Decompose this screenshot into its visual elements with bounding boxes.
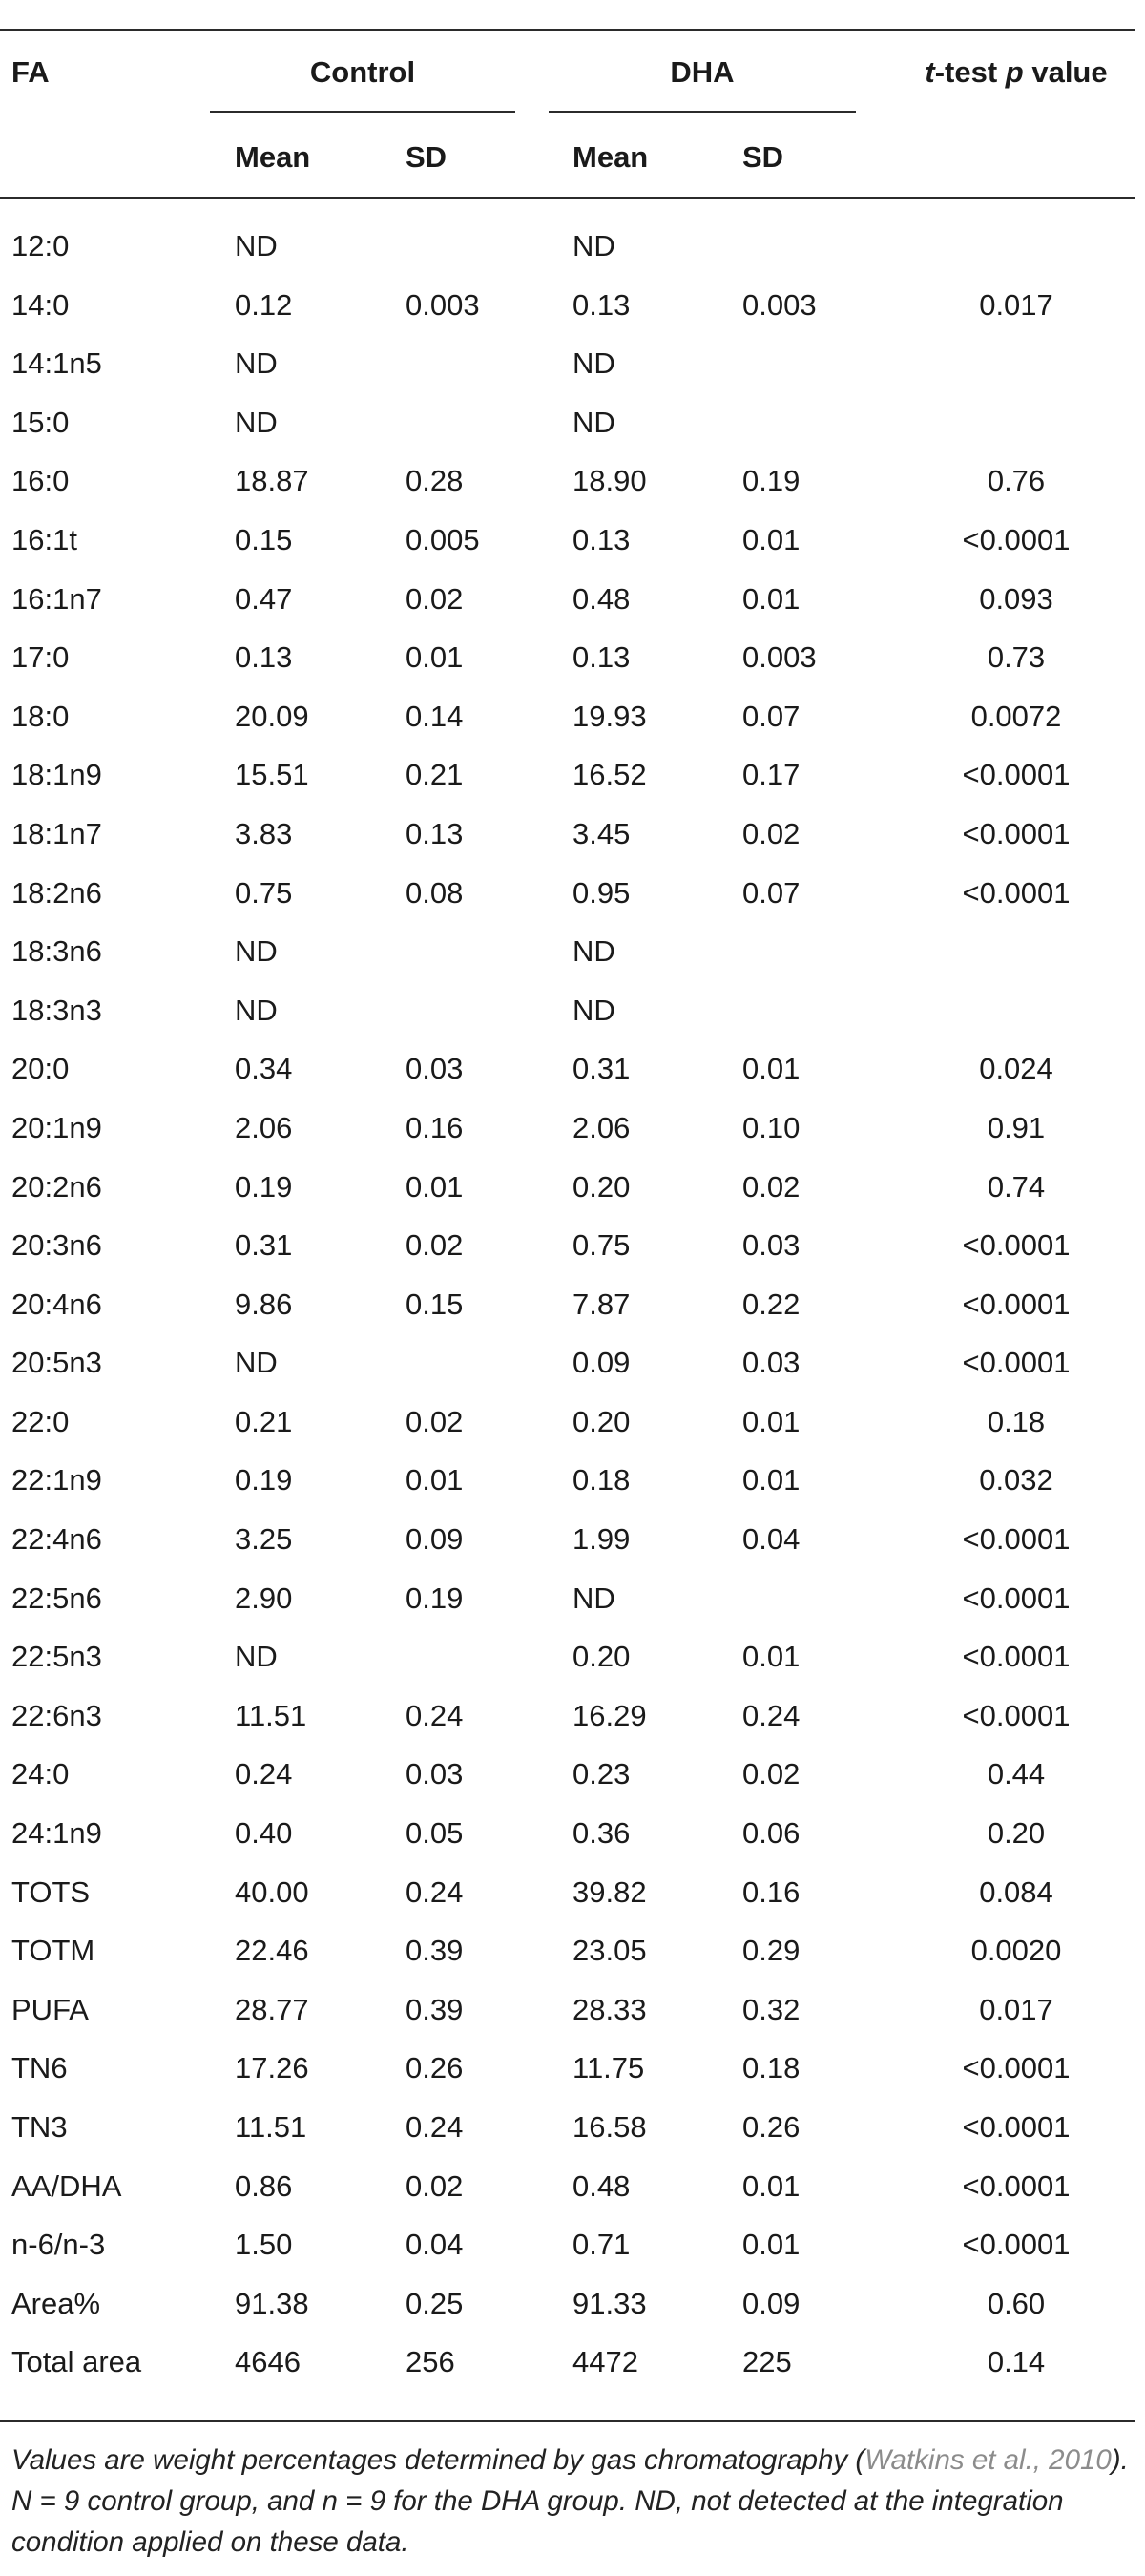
table-row — [0, 1866, 1145, 1925]
cell-dha-mean: ND — [572, 934, 615, 969]
cell-dha-mean: 0.31 — [572, 1052, 631, 1086]
cell-p-value: 0.20 — [987, 1816, 1046, 1851]
cell-p-value: 0.76 — [987, 464, 1046, 498]
cell-fa: 18:3n3 — [11, 993, 102, 1027]
cell-control-mean: 40.00 — [235, 1874, 309, 1909]
cell-p-value: 0.017 — [979, 287, 1053, 322]
cell-control-sd: 0.02 — [406, 1228, 464, 1263]
cell-control-sd: 0.25 — [406, 2286, 464, 2320]
table-header-rule — [0, 197, 1135, 199]
cell-dha-sd: 0.01 — [742, 581, 801, 616]
header-ttest-rest: -test — [934, 55, 1006, 89]
table-row — [0, 748, 1145, 807]
cell-dha-mean: 19.93 — [572, 699, 647, 733]
table-top-rule — [0, 29, 1135, 31]
cell-control-sd: 0.39 — [406, 1992, 464, 2026]
table-row — [0, 2042, 1145, 2101]
cell-control-sd: 0.14 — [406, 699, 464, 733]
cell-fa: 18:1n9 — [11, 758, 102, 792]
footnote-n-dha: n — [322, 2485, 338, 2517]
cell-control-mean: 20.09 — [235, 699, 309, 733]
cell-control-mean: 17.26 — [235, 2051, 309, 2085]
cell-control-sd: 0.04 — [406, 2228, 464, 2262]
header-ttest-p: p — [1005, 55, 1024, 89]
cell-fa: 12:0 — [11, 229, 70, 262]
table-row — [0, 1454, 1145, 1513]
cell-control-sd: 0.02 — [406, 581, 464, 616]
cell-p-value: 0.14 — [987, 2345, 1046, 2379]
cell-p-value: <0.0001 — [962, 758, 1071, 792]
cell-fa: 16:0 — [11, 464, 70, 498]
cell-dha-sd: 0.01 — [742, 2168, 801, 2203]
cell-control-sd: 0.02 — [406, 2168, 464, 2203]
cell-control-mean: 0.31 — [235, 1228, 293, 1263]
cell-control-mean: 0.19 — [235, 1463, 293, 1497]
cell-control-sd: 0.24 — [406, 1874, 464, 1909]
cell-fa: TN3 — [11, 2110, 68, 2144]
cell-p-value: <0.0001 — [962, 1698, 1071, 1732]
cell-dha-sd: 0.29 — [742, 1934, 801, 1968]
cell-fa: PUFA — [11, 1992, 89, 2026]
cell-dha-mean: 0.23 — [572, 1757, 631, 1791]
cell-fa: 18:3n6 — [11, 934, 102, 969]
cell-control-sd: 0.01 — [406, 1463, 464, 1497]
table-row — [0, 690, 1145, 749]
cell-control-mean: 28.77 — [235, 1992, 309, 2026]
cell-p-value: <0.0001 — [962, 522, 1071, 556]
table-row — [0, 807, 1145, 867]
cell-dha-sd: 0.26 — [742, 2110, 801, 2144]
cell-fa: Total area — [11, 2345, 142, 2379]
table-row — [0, 1630, 1145, 1689]
cell-dha-mean: 0.48 — [572, 2168, 631, 2203]
cell-fa: 22:0 — [11, 1404, 70, 1438]
table-row — [0, 1395, 1145, 1455]
cell-control-mean: 0.13 — [235, 640, 293, 675]
cell-dha-mean: 16.58 — [572, 2110, 647, 2144]
cell-control-mean: 1.50 — [235, 2228, 293, 2262]
cell-p-value: <0.0001 — [962, 816, 1071, 850]
cell-control-sd: 0.19 — [406, 1581, 464, 1615]
cell-control-mean: ND — [235, 993, 278, 1027]
footnote-text-1: Values are weight percentages determined by gas chromatography ( — [11, 2444, 865, 2476]
table-row — [0, 1278, 1145, 1337]
cell-dha-sd: 0.17 — [742, 758, 801, 792]
cell-control-mean: ND — [235, 405, 278, 439]
table-row — [0, 1748, 1145, 1807]
table-row — [0, 2218, 1145, 2277]
cell-fa: 14:0 — [11, 287, 70, 322]
cell-p-value: 0.60 — [987, 2286, 1046, 2320]
cell-fa: 22:5n6 — [11, 1581, 102, 1615]
cell-control-sd: 0.24 — [406, 2110, 464, 2144]
cell-p-value: 0.093 — [979, 581, 1053, 616]
cell-p-value: <0.0001 — [962, 1287, 1071, 1321]
table-row — [0, 1042, 1145, 1101]
cell-control-sd: 0.03 — [406, 1757, 464, 1791]
cell-control-mean: ND — [235, 346, 278, 381]
cell-dha-sd: 0.09 — [742, 2286, 801, 2320]
table-body — [0, 220, 1145, 2395]
cell-control-sd: 0.005 — [406, 522, 480, 556]
cell-control-mean: 0.47 — [235, 581, 293, 616]
header-control-sd: SD — [406, 140, 448, 174]
cell-control-mean: 0.24 — [235, 1757, 293, 1791]
cell-control-sd: 0.02 — [406, 1404, 464, 1438]
cell-p-value: 0.91 — [987, 1110, 1046, 1144]
header-ttest-value: value — [1023, 55, 1108, 89]
cell-fa: 16:1t — [11, 522, 77, 556]
cell-control-mean: 22.46 — [235, 1934, 309, 1968]
cell-fa: 20:1n9 — [11, 1110, 102, 1144]
table-row — [0, 1336, 1145, 1395]
cell-dha-mean: 23.05 — [572, 1934, 647, 1968]
header-fa: FA — [11, 55, 50, 89]
cell-control-mean: ND — [235, 1346, 278, 1380]
cell-control-mean: 0.19 — [235, 1169, 293, 1204]
cell-dha-sd: 0.003 — [742, 640, 817, 675]
cell-dha-sd: 0.01 — [742, 1052, 801, 1086]
table-row — [0, 1924, 1145, 1983]
cell-fa: 17:0 — [11, 640, 70, 675]
cell-dha-mean: 0.20 — [572, 1404, 631, 1438]
cell-dha-mean: 0.13 — [572, 640, 631, 675]
cell-dha-mean: 7.87 — [572, 1287, 631, 1321]
cell-dha-mean: ND — [572, 229, 615, 262]
cell-fa: 18:0 — [11, 699, 70, 733]
cell-p-value: 0.0072 — [970, 699, 1062, 733]
cell-p-value: <0.0001 — [962, 1581, 1071, 1615]
table-row — [0, 631, 1145, 690]
table-row — [0, 454, 1145, 513]
cell-dha-mean: 0.09 — [572, 1346, 631, 1380]
cell-control-mean: 0.34 — [235, 1052, 293, 1086]
header-ttest-t: t — [925, 55, 935, 89]
cell-fa: 18:1n7 — [11, 816, 102, 850]
cell-fa: AA/DHA — [11, 2168, 122, 2203]
cell-control-mean: 11.51 — [235, 1698, 307, 1732]
control-group-rule — [210, 111, 515, 113]
cell-dha-mean: 3.45 — [572, 816, 631, 850]
cell-control-sd: 0.39 — [406, 1934, 464, 1968]
cell-dha-mean: 39.82 — [572, 1874, 647, 1909]
cell-fa: 18:2n6 — [11, 875, 102, 910]
cell-dha-mean: ND — [572, 1581, 615, 1615]
cell-control-mean: 0.12 — [235, 287, 293, 322]
cell-dha-sd: 0.16 — [742, 1874, 801, 1909]
table-row — [0, 513, 1145, 573]
footnote-reference-link[interactable]: Watkins et al., 2010 — [864, 2444, 1112, 2476]
cell-control-mean: 0.21 — [235, 1404, 293, 1438]
footnote-text-2: ). — [1111, 2444, 1129, 2476]
cell-control-mean: 3.83 — [235, 816, 293, 850]
cell-dha-mean: ND — [572, 346, 615, 381]
cell-dha-mean: 0.48 — [572, 581, 631, 616]
header-ttest — [897, 53, 1135, 92]
cell-dha-sd: 0.18 — [742, 2051, 801, 2085]
cell-fa: 22:5n3 — [11, 1640, 102, 1674]
footnote-text-3: = 9 control group, and — [31, 2485, 323, 2517]
cell-p-value: <0.0001 — [962, 2110, 1071, 2144]
cell-dha-mean: 0.13 — [572, 522, 631, 556]
cell-dha-mean: 0.20 — [572, 1169, 631, 1204]
cell-p-value: <0.0001 — [962, 2168, 1071, 2203]
cell-control-sd: 0.003 — [406, 287, 480, 322]
cell-dha-mean: 4472 — [572, 2345, 638, 2379]
header-control-mean: Mean — [235, 140, 311, 174]
table-row — [0, 1572, 1145, 1631]
table-row — [0, 867, 1145, 926]
table-row — [0, 1807, 1145, 1866]
cell-control-sd: 0.28 — [406, 464, 464, 498]
cell-fa: 20:2n6 — [11, 1169, 102, 1204]
cell-dha-sd: 0.01 — [742, 1404, 801, 1438]
cell-control-sd: 0.26 — [406, 2051, 464, 2085]
table-row — [0, 984, 1145, 1043]
table-row — [0, 1689, 1145, 1749]
cell-fa: Area% — [11, 2286, 101, 2320]
cell-dha-sd: 0.32 — [742, 1992, 801, 2026]
cell-control-mean: 0.86 — [235, 2168, 293, 2203]
cell-fa: 22:6n3 — [11, 1698, 102, 1732]
cell-control-sd: 0.05 — [406, 1816, 464, 1851]
cell-control-mean: 0.75 — [235, 875, 293, 910]
cell-dha-sd: 0.22 — [742, 1287, 801, 1321]
cell-control-sd: 0.01 — [406, 1169, 464, 1204]
cell-dha-mean: ND — [572, 405, 615, 439]
cell-fa: TN6 — [11, 2051, 68, 2085]
cell-control-sd: 0.13 — [406, 816, 464, 850]
table-row — [0, 279, 1145, 338]
footnote-text-4: = 9 for the DHA group. ND, not detected at the integration condition applied on these data. — [11, 2485, 1064, 2558]
cell-control-mean: 9.86 — [235, 1287, 293, 1321]
cell-dha-sd: 0.24 — [742, 1698, 801, 1732]
cell-dha-mean: 0.18 — [572, 1463, 631, 1497]
cell-dha-mean: 91.33 — [572, 2286, 647, 2320]
cell-p-value: 0.73 — [987, 640, 1046, 675]
cell-control-mean: ND — [235, 229, 278, 262]
cell-p-value: 0.18 — [987, 1404, 1046, 1438]
cell-fa: 20:5n3 — [11, 1346, 102, 1380]
cell-control-mean: 4646 — [235, 2345, 301, 2379]
cell-control-sd: 0.09 — [406, 1522, 464, 1557]
cell-dha-sd: 0.01 — [742, 522, 801, 556]
cell-dha-sd: 0.01 — [742, 2228, 801, 2262]
table-row — [0, 220, 1145, 279]
table-footnote — [11, 2440, 1133, 2563]
cell-fa: 22:1n9 — [11, 1463, 102, 1497]
table-row — [0, 1161, 1145, 1220]
cell-fa: 15:0 — [11, 405, 70, 439]
table-bottom-rule — [0, 2420, 1135, 2422]
cell-dha-sd: 0.07 — [742, 875, 801, 910]
cell-control-sd: 0.03 — [406, 1052, 464, 1086]
cell-dha-sd: 0.01 — [742, 1640, 801, 1674]
cell-fa: TOTM — [11, 1934, 95, 1968]
cell-dha-mean: 0.20 — [572, 1640, 631, 1674]
cell-dha-sd: 0.19 — [742, 464, 801, 498]
table-row — [0, 2335, 1145, 2395]
table-row — [0, 1513, 1145, 1572]
cell-p-value: <0.0001 — [962, 2228, 1071, 2262]
cell-dha-mean: 16.52 — [572, 758, 647, 792]
header-control: Control — [309, 55, 416, 89]
table-row — [0, 2101, 1145, 2160]
table-row — [0, 2277, 1145, 2336]
cell-dha-sd: 0.04 — [742, 1522, 801, 1557]
cell-dha-sd: 0.03 — [742, 1346, 801, 1380]
cell-dha-mean: ND — [572, 993, 615, 1027]
cell-fa: 20:4n6 — [11, 1287, 102, 1321]
cell-dha-sd: 0.02 — [742, 1757, 801, 1791]
cell-fa: 24:1n9 — [11, 1816, 102, 1851]
cell-fa: 24:0 — [11, 1757, 70, 1791]
cell-p-value: <0.0001 — [962, 1346, 1071, 1380]
cell-control-mean: 11.51 — [235, 2110, 307, 2144]
cell-p-value: 0.032 — [979, 1463, 1053, 1497]
header-dha-mean: Mean — [572, 140, 649, 174]
cell-control-mean: ND — [235, 1640, 278, 1674]
cell-dha-mean: 0.71 — [572, 2228, 631, 2262]
cell-p-value: <0.0001 — [962, 1228, 1071, 1263]
cell-p-value: <0.0001 — [962, 1522, 1071, 1557]
cell-p-value: 0.44 — [987, 1757, 1046, 1791]
cell-fa: 20:3n6 — [11, 1228, 102, 1263]
cell-fa: 22:4n6 — [11, 1522, 102, 1557]
cell-p-value: 0.017 — [979, 1992, 1053, 2026]
cell-control-mean: 15.51 — [235, 758, 309, 792]
cell-control-sd: 0.16 — [406, 1110, 464, 1144]
cell-dha-sd: 0.03 — [742, 1228, 801, 1263]
table-row — [0, 2160, 1145, 2219]
cell-fa: n-6/n-3 — [11, 2228, 106, 2262]
cell-dha-sd: 0.02 — [742, 816, 801, 850]
cell-control-sd: 256 — [406, 2345, 455, 2379]
header-dha-sd: SD — [742, 140, 784, 174]
cell-dha-mean: 0.75 — [572, 1228, 631, 1263]
cell-dha-mean: 28.33 — [572, 1992, 647, 2026]
cell-p-value: 0.084 — [979, 1874, 1053, 1909]
header-dha: DHA — [670, 55, 735, 89]
cell-fa: 20:0 — [11, 1052, 70, 1086]
cell-dha-sd: 0.10 — [742, 1110, 801, 1144]
cell-dha-sd: 0.02 — [742, 1169, 801, 1204]
cell-dha-sd: 225 — [742, 2345, 792, 2379]
cell-control-mean: 0.15 — [235, 522, 293, 556]
cell-dha-mean: 16.29 — [572, 1698, 647, 1732]
cell-p-value: 0.74 — [987, 1169, 1046, 1204]
cell-control-sd: 0.01 — [406, 640, 464, 675]
cell-p-value: 0.024 — [979, 1052, 1053, 1086]
cell-dha-mean: 11.75 — [572, 2051, 645, 2085]
table-row — [0, 1219, 1145, 1278]
dha-group-rule — [549, 111, 856, 113]
cell-p-value: <0.0001 — [962, 2051, 1071, 2085]
cell-dha-mean: 0.95 — [572, 875, 631, 910]
cell-control-mean: 2.06 — [235, 1110, 293, 1144]
cell-dha-mean: 0.13 — [572, 287, 631, 322]
table-row — [0, 1983, 1145, 2042]
cell-fa: 14:1n5 — [11, 346, 102, 381]
table-row — [0, 573, 1145, 632]
table-row — [0, 396, 1145, 455]
table-row — [0, 337, 1145, 396]
cell-dha-sd: 0.01 — [742, 1463, 801, 1497]
cell-control-mean: 2.90 — [235, 1581, 293, 1615]
cell-dha-sd: 0.07 — [742, 699, 801, 733]
table-row — [0, 925, 1145, 984]
cell-dha-sd: 0.06 — [742, 1816, 801, 1851]
cell-dha-sd: 0.003 — [742, 287, 817, 322]
cell-control-sd: 0.15 — [406, 1287, 464, 1321]
cell-control-mean: 0.40 — [235, 1816, 293, 1851]
cell-control-sd: 0.24 — [406, 1698, 464, 1732]
cell-dha-mean: 18.90 — [572, 464, 647, 498]
cell-control-mean: 3.25 — [235, 1522, 293, 1557]
cell-control-sd: 0.08 — [406, 875, 464, 910]
cell-fa: 16:1n7 — [11, 581, 102, 616]
footnote-n-control: N — [11, 2485, 32, 2517]
cell-p-value: <0.0001 — [962, 1640, 1071, 1674]
cell-dha-mean: 1.99 — [572, 1522, 631, 1557]
cell-p-value: 0.0020 — [970, 1934, 1062, 1968]
cell-control-mean: 91.38 — [235, 2286, 309, 2320]
cell-control-mean: 18.87 — [235, 464, 309, 498]
cell-control-mean: ND — [235, 934, 278, 969]
cell-control-sd: 0.21 — [406, 758, 464, 792]
cell-dha-mean: 2.06 — [572, 1110, 631, 1144]
cell-dha-mean: 0.36 — [572, 1816, 631, 1851]
table-row — [0, 1101, 1145, 1161]
cell-fa: TOTS — [11, 1874, 91, 1909]
cell-p-value: <0.0001 — [962, 875, 1071, 910]
